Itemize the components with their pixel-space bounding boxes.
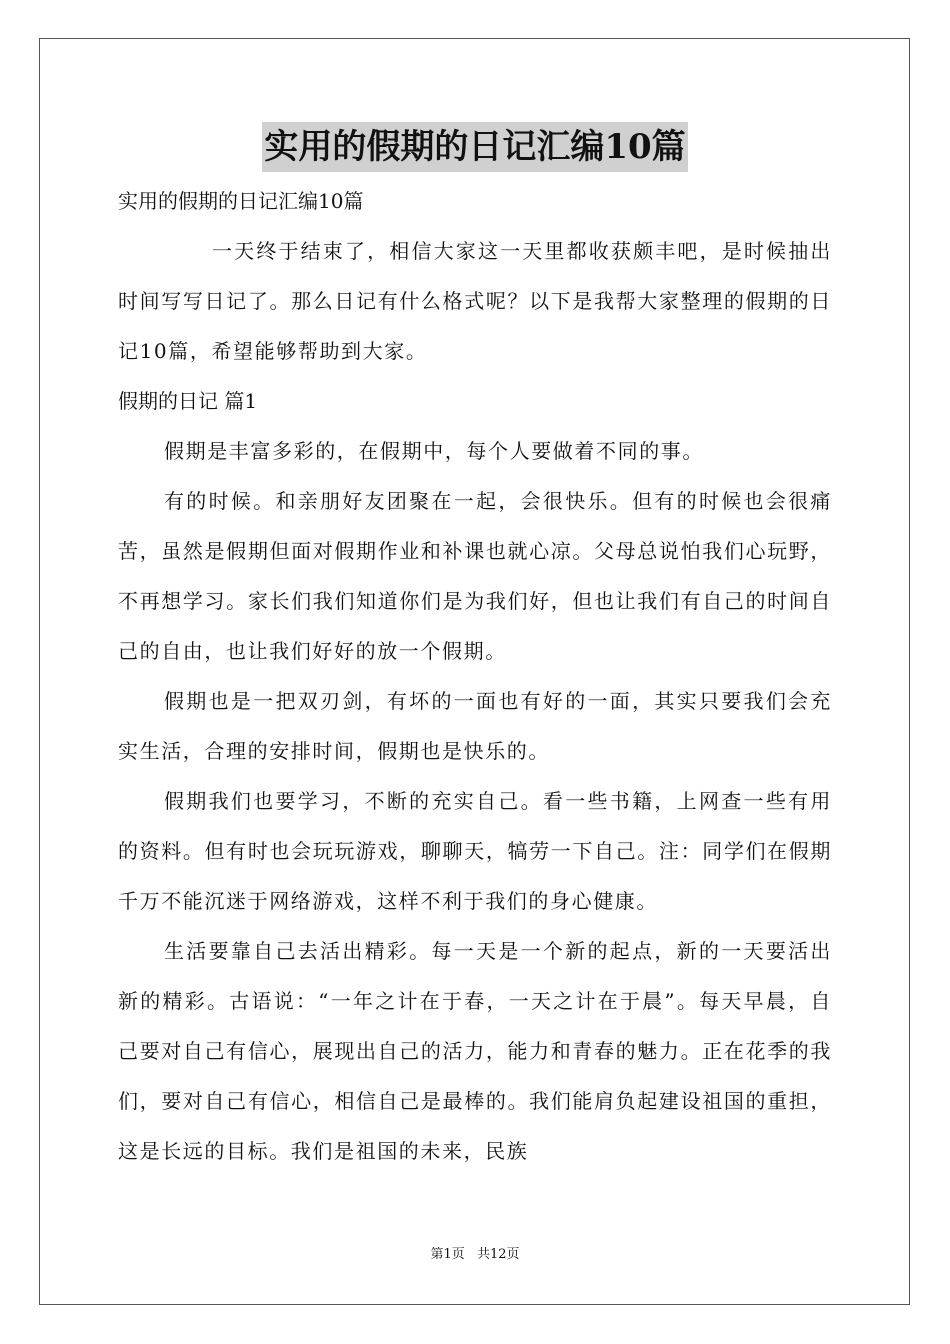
document-title: 实用的假期的日记汇编10篇 [262,122,687,172]
body-paragraph: 假期我们也要学习，不断的充实自己。看一些书籍，上网查一些有用的资料。但有时也会玩玩游戏，聊聊天，犒劳一下自己。注：同学们在假期千万不能沉迷于网络游戏，这样不利于我们的身心健康。 [118,789,832,913]
document-body [118,176,832,1176]
intro-paragraph: 一天终于结束了，相信大家这一天里都收获颇丰吧，是时候抽出时间写写日记了。那么日记有什么格式呢？以下是我帮大家整理的假期的日记10篇，希望能够帮助到大家。 [118,239,832,363]
title-wrapper [0,122,950,172]
body-paragraph: 生活要靠自己去活出精彩。每一天是一个新的起点，新的一天要活出新的精彩。古语说：“一年之计在于春，一天之计在于晨”。每天早晨，自己要对自己有信心，展现出自己的活力，能力和青春的魅力。正在花季的我们，要对自己有信心，相信自己是最棒的。我们能肩负起建设祖国的重担，这是长远的目标。我们是祖国的未来，民族 [118,939,832,1163]
page-footer [0,1245,950,1265]
total-pages: 共12页 [476,1247,520,1262]
body-paragraph: 有的时候。和亲朋好友团聚在一起，会很快乐。但有的时候也会很痛苦，虽然是假期但面对假期作业和补课也就心凉。父母总说怕我们心玩野，不再想学习。家长们我们知道你们是为我们好，但也让我们有自己的时间自己的自由，也让我们好好的放一个假期。 [118,489,832,663]
body-paragraph: 假期是丰富多彩的，在假期中，每个人要做着不同的事。 [164,439,704,463]
body-paragraph: 假期也是一把双刃剑，有坏的一面也有好的一面，其实只要我们会充实生活，合理的安排时间，假期也是快乐的。 [118,689,832,763]
page-number: 第1页 [430,1247,465,1262]
document-subtitle: 实用的假期的日记汇编10篇 [118,189,364,213]
section-heading: 假期的日记 篇1 [118,389,258,413]
